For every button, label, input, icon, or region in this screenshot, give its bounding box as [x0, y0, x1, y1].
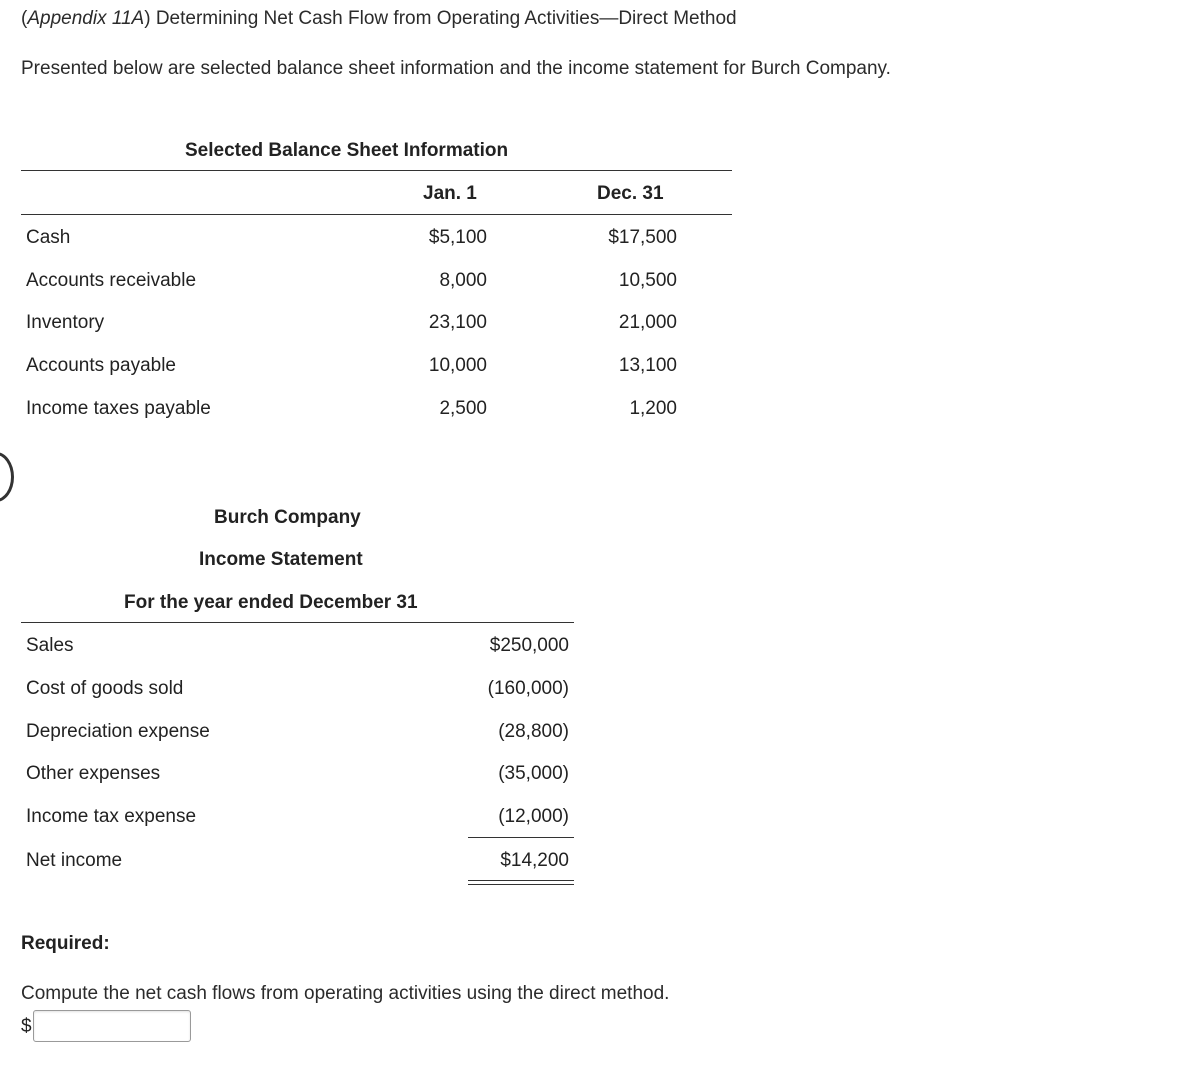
is-row-label: Cost of goods sold: [26, 678, 184, 699]
income-statement-title: Income Statement: [199, 549, 363, 570]
bs-row-jan: $5,100: [428, 227, 487, 248]
total-double-rule: [468, 880, 574, 885]
is-row-value: (35,000): [498, 763, 569, 784]
currency-symbol: $: [21, 1016, 32, 1037]
income-statement-period: For the year ended December 31: [124, 592, 418, 613]
required-instruction: Compute the net cash flows from operating activities using the direct method.: [21, 983, 670, 1004]
is-row-label: Net income: [26, 850, 123, 871]
is-row-label: Income tax expense: [26, 806, 197, 827]
problem-intro: Presented below are selected balance sheet information and the income statement for Burch Company.: [21, 58, 891, 79]
bs-row-label: Accounts receivable: [26, 270, 197, 291]
required-heading: Required:: [21, 933, 110, 954]
bs-row-jan: 2,500: [439, 398, 487, 419]
problem-title: (Appendix 11A) Determining Net Cash Flow from Operating Activities—Direct Method: [21, 8, 737, 29]
bs-row-label: Accounts payable: [26, 355, 176, 376]
is-row-value: (160,000): [487, 678, 569, 699]
is-row-value: $14,200: [500, 850, 569, 871]
subtotal-rule: [468, 837, 574, 838]
is-row-label: Depreciation expense: [26, 721, 210, 742]
balance-sheet-header-rule: [21, 214, 732, 215]
bs-row-dec: 10,500: [618, 270, 677, 291]
bs-row-dec: 13,100: [618, 355, 677, 376]
bs-row-label: Cash: [26, 227, 71, 248]
bs-row-jan: 8,000: [439, 270, 487, 291]
bs-row-dec: 1,200: [629, 398, 677, 419]
balance-sheet-top-rule: [21, 170, 732, 171]
bs-row-dec: $17,500: [608, 227, 677, 248]
income-statement-company: Burch Company: [214, 507, 361, 528]
bs-row-dec: 21,000: [618, 312, 677, 333]
net-cash-flow-input[interactable]: [33, 1010, 191, 1042]
balance-sheet-title: Selected Balance Sheet Information: [185, 140, 509, 161]
is-row-value: (12,000): [498, 806, 569, 827]
is-row-value: (28,800): [498, 721, 569, 742]
is-row-value: $250,000: [489, 635, 569, 656]
bs-row-label: Income taxes payable: [26, 398, 211, 419]
side-edge-mark: [0, 452, 14, 502]
bs-row-jan: 23,100: [428, 312, 487, 333]
income-statement-top-rule: [21, 622, 574, 623]
col-header-dec: Dec. 31: [597, 183, 664, 204]
bs-row-label: Inventory: [26, 312, 105, 333]
is-row-label: Sales: [26, 635, 74, 656]
bs-row-jan: 10,000: [428, 355, 487, 376]
col-header-jan: Jan. 1: [423, 183, 477, 204]
is-row-label: Other expenses: [26, 763, 161, 784]
